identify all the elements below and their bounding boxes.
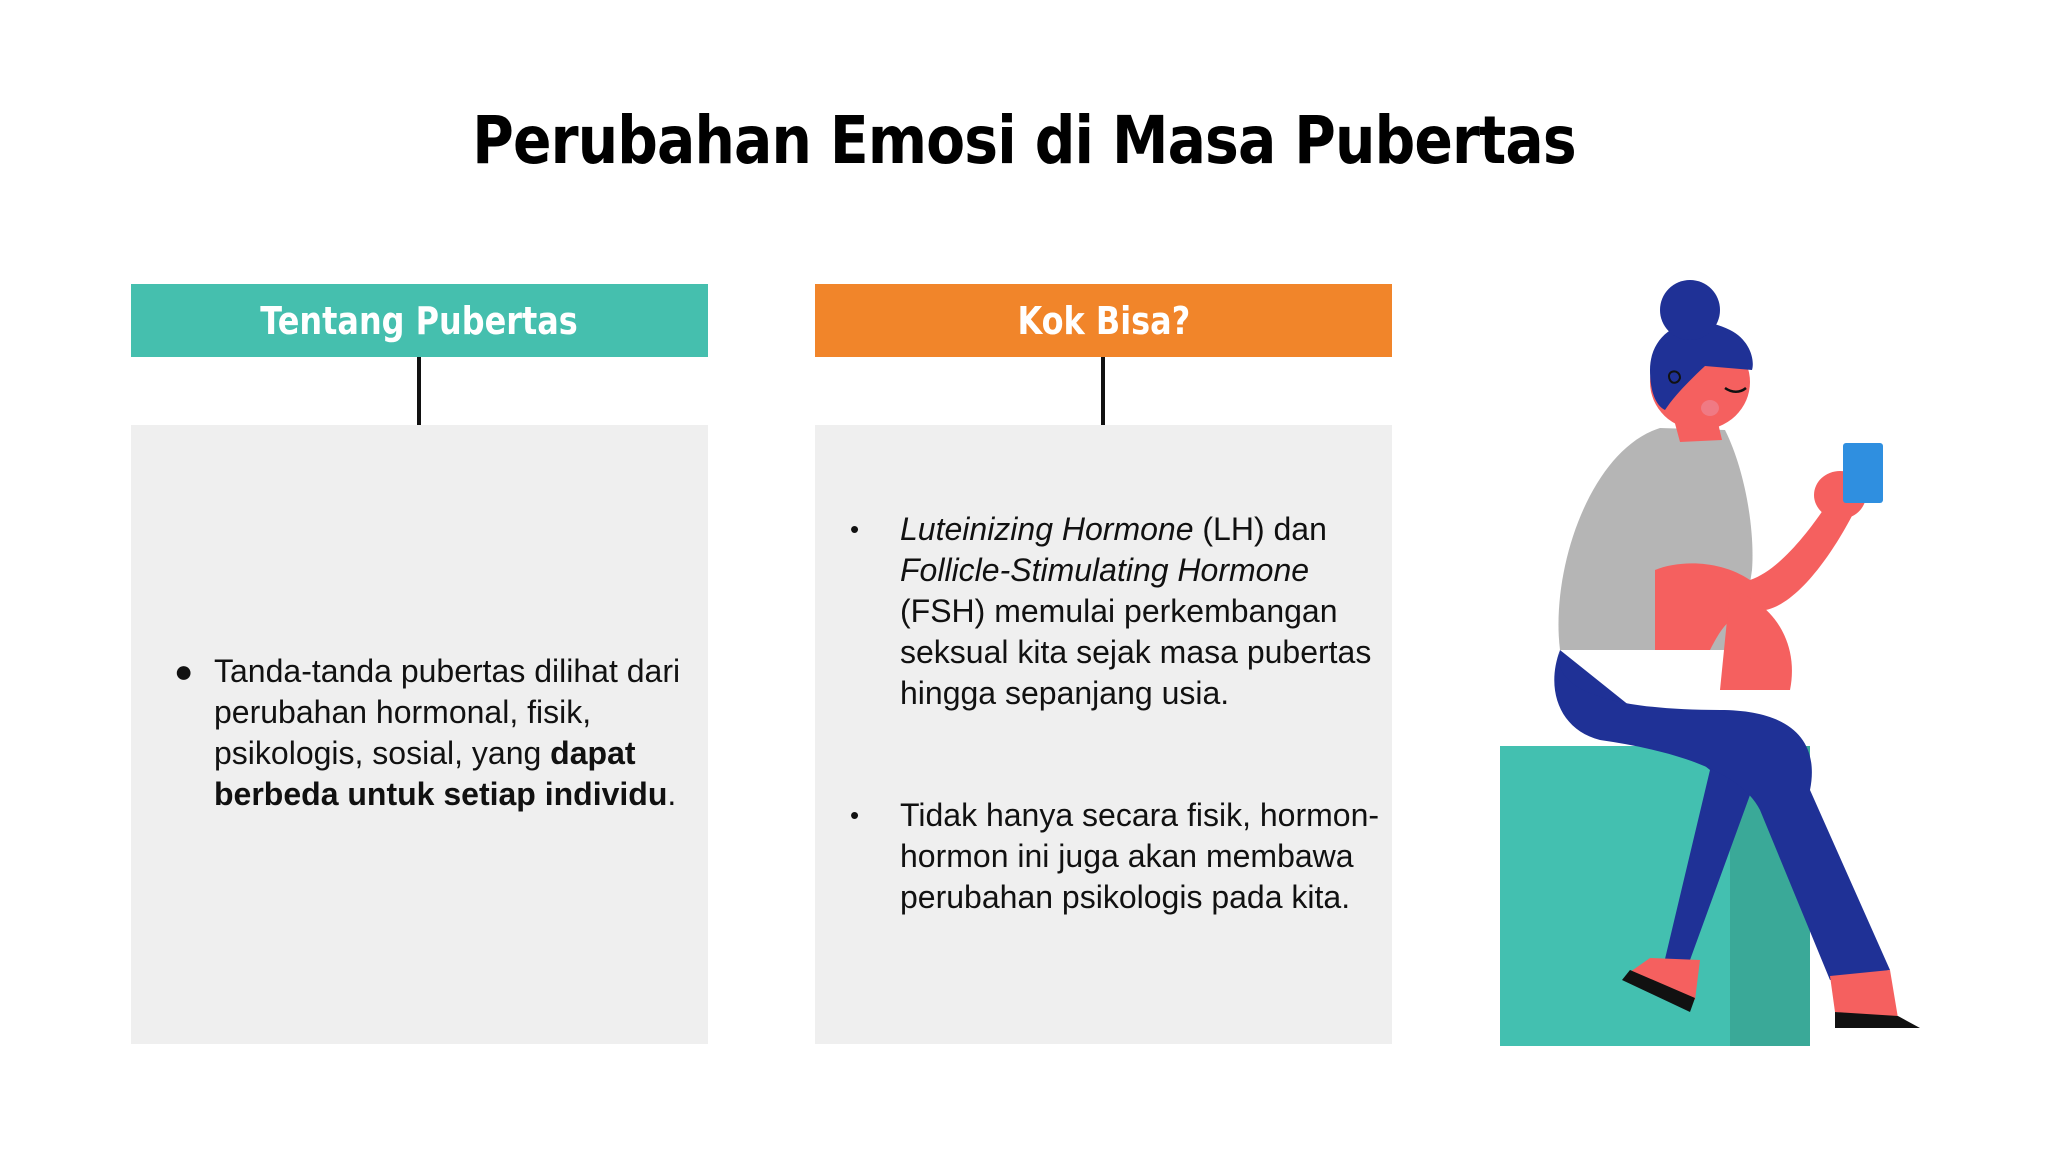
foot-front-shape: [1830, 970, 1898, 1018]
cheek-shape: [1701, 400, 1719, 416]
text-segment: (LH) dan: [1193, 511, 1327, 547]
connector-line: [417, 357, 421, 425]
woman-sitting-phone-illustration: [1490, 270, 1940, 1050]
text-segment: Tanda-tanda pubertas dilihat dari perubahan hormonal, fisik, psikologis, sosial, yang: [214, 653, 681, 771]
card-body-tentang-pubertas: [131, 425, 708, 1044]
card-body-kok-bisa: [815, 425, 1392, 1044]
phone-shape: [1843, 443, 1883, 503]
text-segment-italic: Luteinizing Hormone: [900, 511, 1194, 547]
bullet-dot-icon: •: [850, 514, 860, 544]
hair-bun-shape: [1660, 280, 1720, 340]
knee-shape: [1720, 590, 1792, 690]
card-header-label: Kok Bisa?: [1017, 298, 1190, 343]
bullet-item: [174, 651, 694, 815]
bullet-item: [835, 795, 1380, 918]
connector-line: [1101, 357, 1105, 425]
card-header-label: Tentang Pubertas: [260, 298, 579, 343]
bullet-text: [900, 509, 1380, 714]
card-header-tentang-pubertas: [131, 284, 708, 357]
text-segment: .: [667, 776, 677, 812]
slide-title: Perubahan Emosi di Masa Pubertas: [472, 102, 1576, 179]
bullet-text: [900, 795, 1380, 918]
text-segment-bold: dapat berbeda untuk setiap individu: [214, 735, 668, 812]
bullet-dot-icon: ●: [174, 653, 194, 689]
bullet-text: [214, 651, 694, 815]
bullet-item: [835, 509, 1380, 714]
bullet-dot-icon: •: [850, 800, 860, 830]
text-segment: Tidak hanya secara fisik, hormon-hormon ini juga akan membawa perubahan psikologis pada kita.: [900, 797, 1380, 915]
text-segment: (FSH) memulai perkembangan seksual kita sejak masa pubertas hingga sepanjang usia.: [900, 593, 1372, 711]
card-header-kok-bisa: [815, 284, 1392, 357]
text-segment-italic: Follicle-Stimulating Hormone: [900, 552, 1310, 588]
